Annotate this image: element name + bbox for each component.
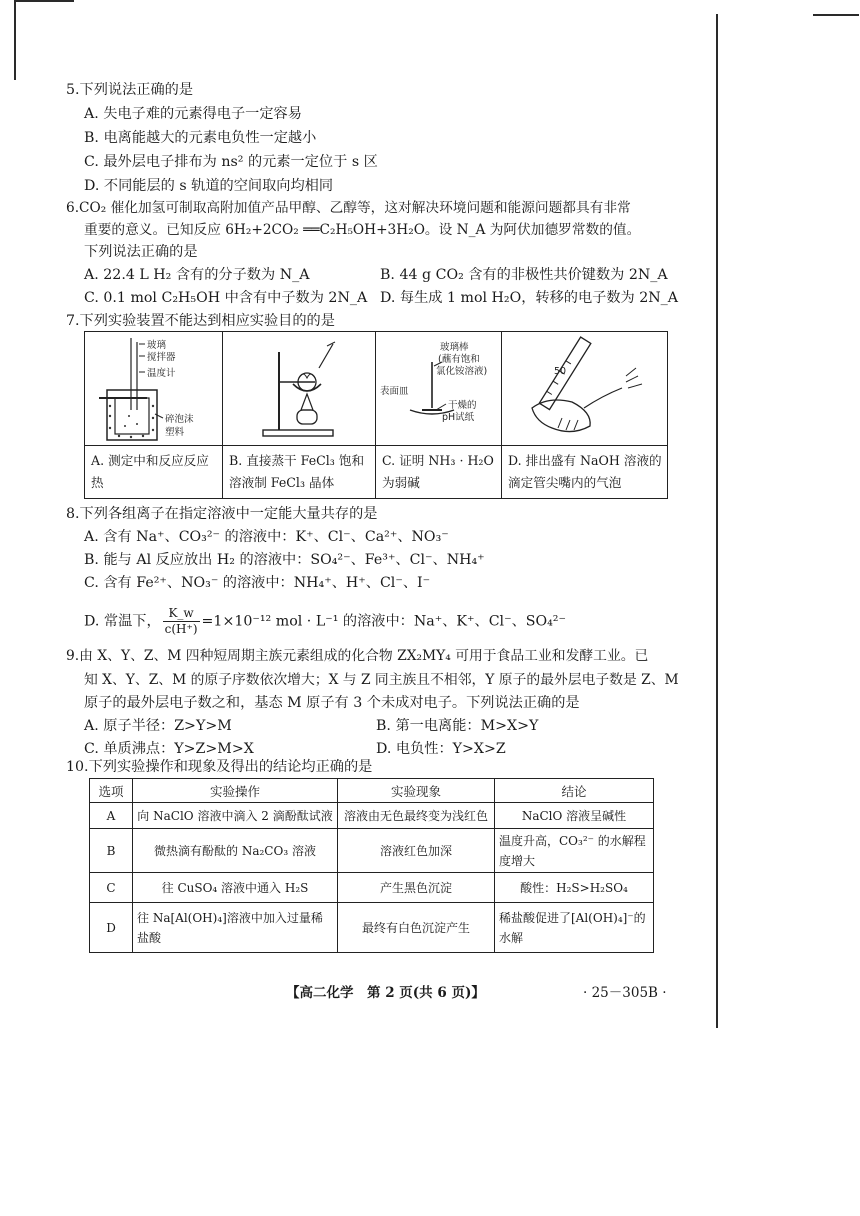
table-row (90, 829, 654, 873)
row-b-option: B (90, 829, 133, 873)
fraction-numerator: K_w (163, 606, 200, 622)
row-d-operation: 往 Na[Al(OH)₄]溶液中加入过量稀盐酸 (133, 903, 338, 953)
q8-option-d-prefix: D. 常温下， (84, 613, 161, 630)
header-conclusion: 结论 (495, 779, 654, 803)
q6-option-b: B. 44 g CO₂ 含有的非极性共价键数为 2N_A (380, 267, 668, 283)
q5-stem: 5.下列说法正确的是 (66, 82, 194, 98)
table-row (90, 903, 654, 953)
row-a-conclusion: NaClO 溶液呈碱性 (495, 803, 654, 829)
q10-stem: 10.下列实验操作和现象及得出的结论均正确的是 (66, 759, 373, 775)
q8-option-d (84, 606, 566, 637)
q8-option-c: C. 含有 Fe²⁺、NO₃⁻ 的溶液中：NH₄⁺、H⁺、Cl⁻、I⁻ (84, 575, 431, 591)
q7-caption-d: D. 排出盛有 NaOH 溶液的滴定管尖嘴内的气泡 (508, 453, 662, 490)
row-a-operation: 向 NaClO 溶液中滴入 2 滴酚酞试液 (133, 803, 338, 829)
q5-option-d: D. 不同能层的 s 轨道的空间取向均相同 (84, 178, 334, 194)
row-c-conclusion: 酸性：H₂S>H₂SO₄ (495, 873, 654, 903)
row-b-phenomenon: 溶液红色加深 (338, 829, 495, 873)
q7-caption-c: C. 证明 NH₃ · H₂O 为弱碱 (382, 453, 494, 490)
q10-results-table (89, 778, 654, 953)
q7-cell-a (85, 332, 223, 498)
scan-edge-left (14, 0, 16, 80)
calorimeter-figure (85, 332, 223, 445)
table-row (90, 803, 654, 829)
row-d-phenomenon: 最终有白色沉淀产生 (338, 903, 495, 953)
row-d-option: D (90, 903, 133, 953)
q6-option-d: D. 每生成 1 mol H₂O，转移的电子数为 2N_A (380, 290, 679, 306)
table-row (90, 873, 654, 903)
label-stirrer: 搅拌器 (147, 352, 176, 363)
q7-stem: 7.下列实验装置不能达到相应实验目的的是 (66, 313, 335, 329)
q8-option-d-suffix: =1×10⁻¹² mol · L⁻¹ 的溶液中：Na⁺、K⁺、Cl⁻、SO₄²⁻ (201, 613, 566, 630)
q5-option-c: C. 最外层电子排布为 ns² 的元素一定位于 s 区 (84, 154, 378, 170)
q9-option-b: B. 第一电离能：M>X>Y (376, 718, 539, 734)
q9-stem-line1: 9.由 X、Y、Z、M 四种短周期主族元素组成的化合物 ZX₂MY₄ 可用于食品工业和发酵工业。已 (66, 648, 649, 664)
row-a-phenomenon: 溶液由无色最终变为浅红色 (338, 803, 495, 829)
label-dipped-in: (蘸有饱和 (438, 354, 480, 365)
row-c-option: C (90, 873, 133, 903)
q8-stem: 8.下列各组离子在指定溶液中一定能大量共存的是 (66, 506, 378, 522)
q5-option-a: A. 失电子难的元素得电子一定容易 (84, 106, 302, 122)
label-foam: 碎泡沫 (165, 414, 194, 425)
scan-edge-right (716, 14, 718, 1028)
scan-edge-top-right (813, 14, 859, 16)
q9-option-c: C. 单质沸点：Y>Z>M>X (84, 741, 254, 757)
row-d-conclusion: 稀盐酸促进了[Al(OH)₄]⁻的水解 (495, 903, 654, 953)
page-footer: 【高二化学 第 2 页(共 6 页)】 (286, 985, 485, 1001)
q7-caption-b: B. 直接蒸干 FeCl₃ 饱和溶液制 FeCl₃ 晶体 (229, 453, 365, 490)
label-watch-glass: 表面皿 (380, 386, 409, 397)
label-glass: 玻璃 (147, 340, 167, 351)
label-glass-rod: 玻璃棒 (440, 342, 469, 353)
q6-option-a: A. 22.4 L H₂ 含有的分子数为 N_A (84, 267, 310, 283)
fraction-denominator: c(H⁺) (164, 622, 198, 636)
q7-cell-c (376, 332, 502, 498)
q9-option-a: A. 原子半径：Z>Y>M (84, 718, 232, 734)
q7-cell-d (502, 332, 669, 498)
q6-option-c: C. 0.1 mol C₂H₅OH 中含有中子数为 2N_A (84, 290, 368, 306)
q7-cell-b (223, 332, 376, 498)
burette-figure (502, 332, 669, 445)
header-option: 选项 (90, 779, 133, 803)
exam-code: · 25－305B · (583, 985, 667, 1001)
evaporation-figure (223, 332, 376, 445)
row-b-conclusion: 温度升高，CO₃²⁻ 的水解程度增大 (495, 829, 654, 873)
label-burette-scale: 50 (554, 366, 567, 377)
scan-edge-top-left (14, 0, 74, 2)
label-nh4cl: 氯化铵溶液) (436, 366, 488, 377)
header-phenomenon: 实验现象 (338, 779, 495, 803)
q9-option-d: D. 电负性：Y>X>Z (376, 741, 506, 757)
ph-test-figure (376, 332, 502, 445)
q6-stem-line3: 下列说法正确的是 (84, 244, 198, 260)
q7-apparatus-table (84, 331, 668, 499)
kw-fraction (163, 606, 200, 637)
q9-stem-line2: 知 X、Y、Z、M 的原子序数依次增大；X 与 Z 同主族且不相邻，Y 原子的最外层电子数是 Z、M (84, 672, 679, 688)
q6-stem-line1: 6.CO₂ 催化加氢可制取高附加值产品甲醇、乙醇等，这对解决环境问题和能源问题都具有非常 (66, 200, 631, 216)
row-c-phenomenon: 产生黑色沉淀 (338, 873, 495, 903)
q7-caption-a: A. 测定中和反应反应热 (91, 453, 209, 490)
label-ph-paper: pH试纸 (442, 412, 475, 423)
q5-option-b: B. 电离能越大的元素电负性一定越小 (84, 130, 317, 146)
label-thermometer: 温度计 (147, 368, 176, 379)
row-c-operation: 往 CuSO₄ 溶液中通入 H₂S (133, 873, 338, 903)
q8-option-b: B. 能与 Al 反应放出 H₂ 的溶液中：SO₄²⁻、Fe³⁺、Cl⁻、NH₄⁺ (84, 552, 485, 568)
header-operation: 实验操作 (133, 779, 338, 803)
q9-stem-line3: 原子的最外层电子数之和，基态 M 原子有 3 个未成对电子。下列说法正确的是 (84, 695, 580, 711)
label-plastic: 塑料 (165, 427, 185, 438)
q6-stem-line2: 重要的意义。已知反应 6H₂+2CO₂ ══C₂H₅OH+3H₂O。设 N_A 为阿伏加德罗常数的值。 (84, 222, 641, 238)
row-b-operation: 微热滴有酚酞的 Na₂CO₃ 溶液 (133, 829, 338, 873)
q8-option-a: A. 含有 Na⁺、CO₃²⁻ 的溶液中：K⁺、Cl⁻、Ca²⁺、NO₃⁻ (84, 529, 449, 545)
row-a-option: A (90, 803, 133, 829)
label-dry: 干燥的 (448, 400, 477, 411)
